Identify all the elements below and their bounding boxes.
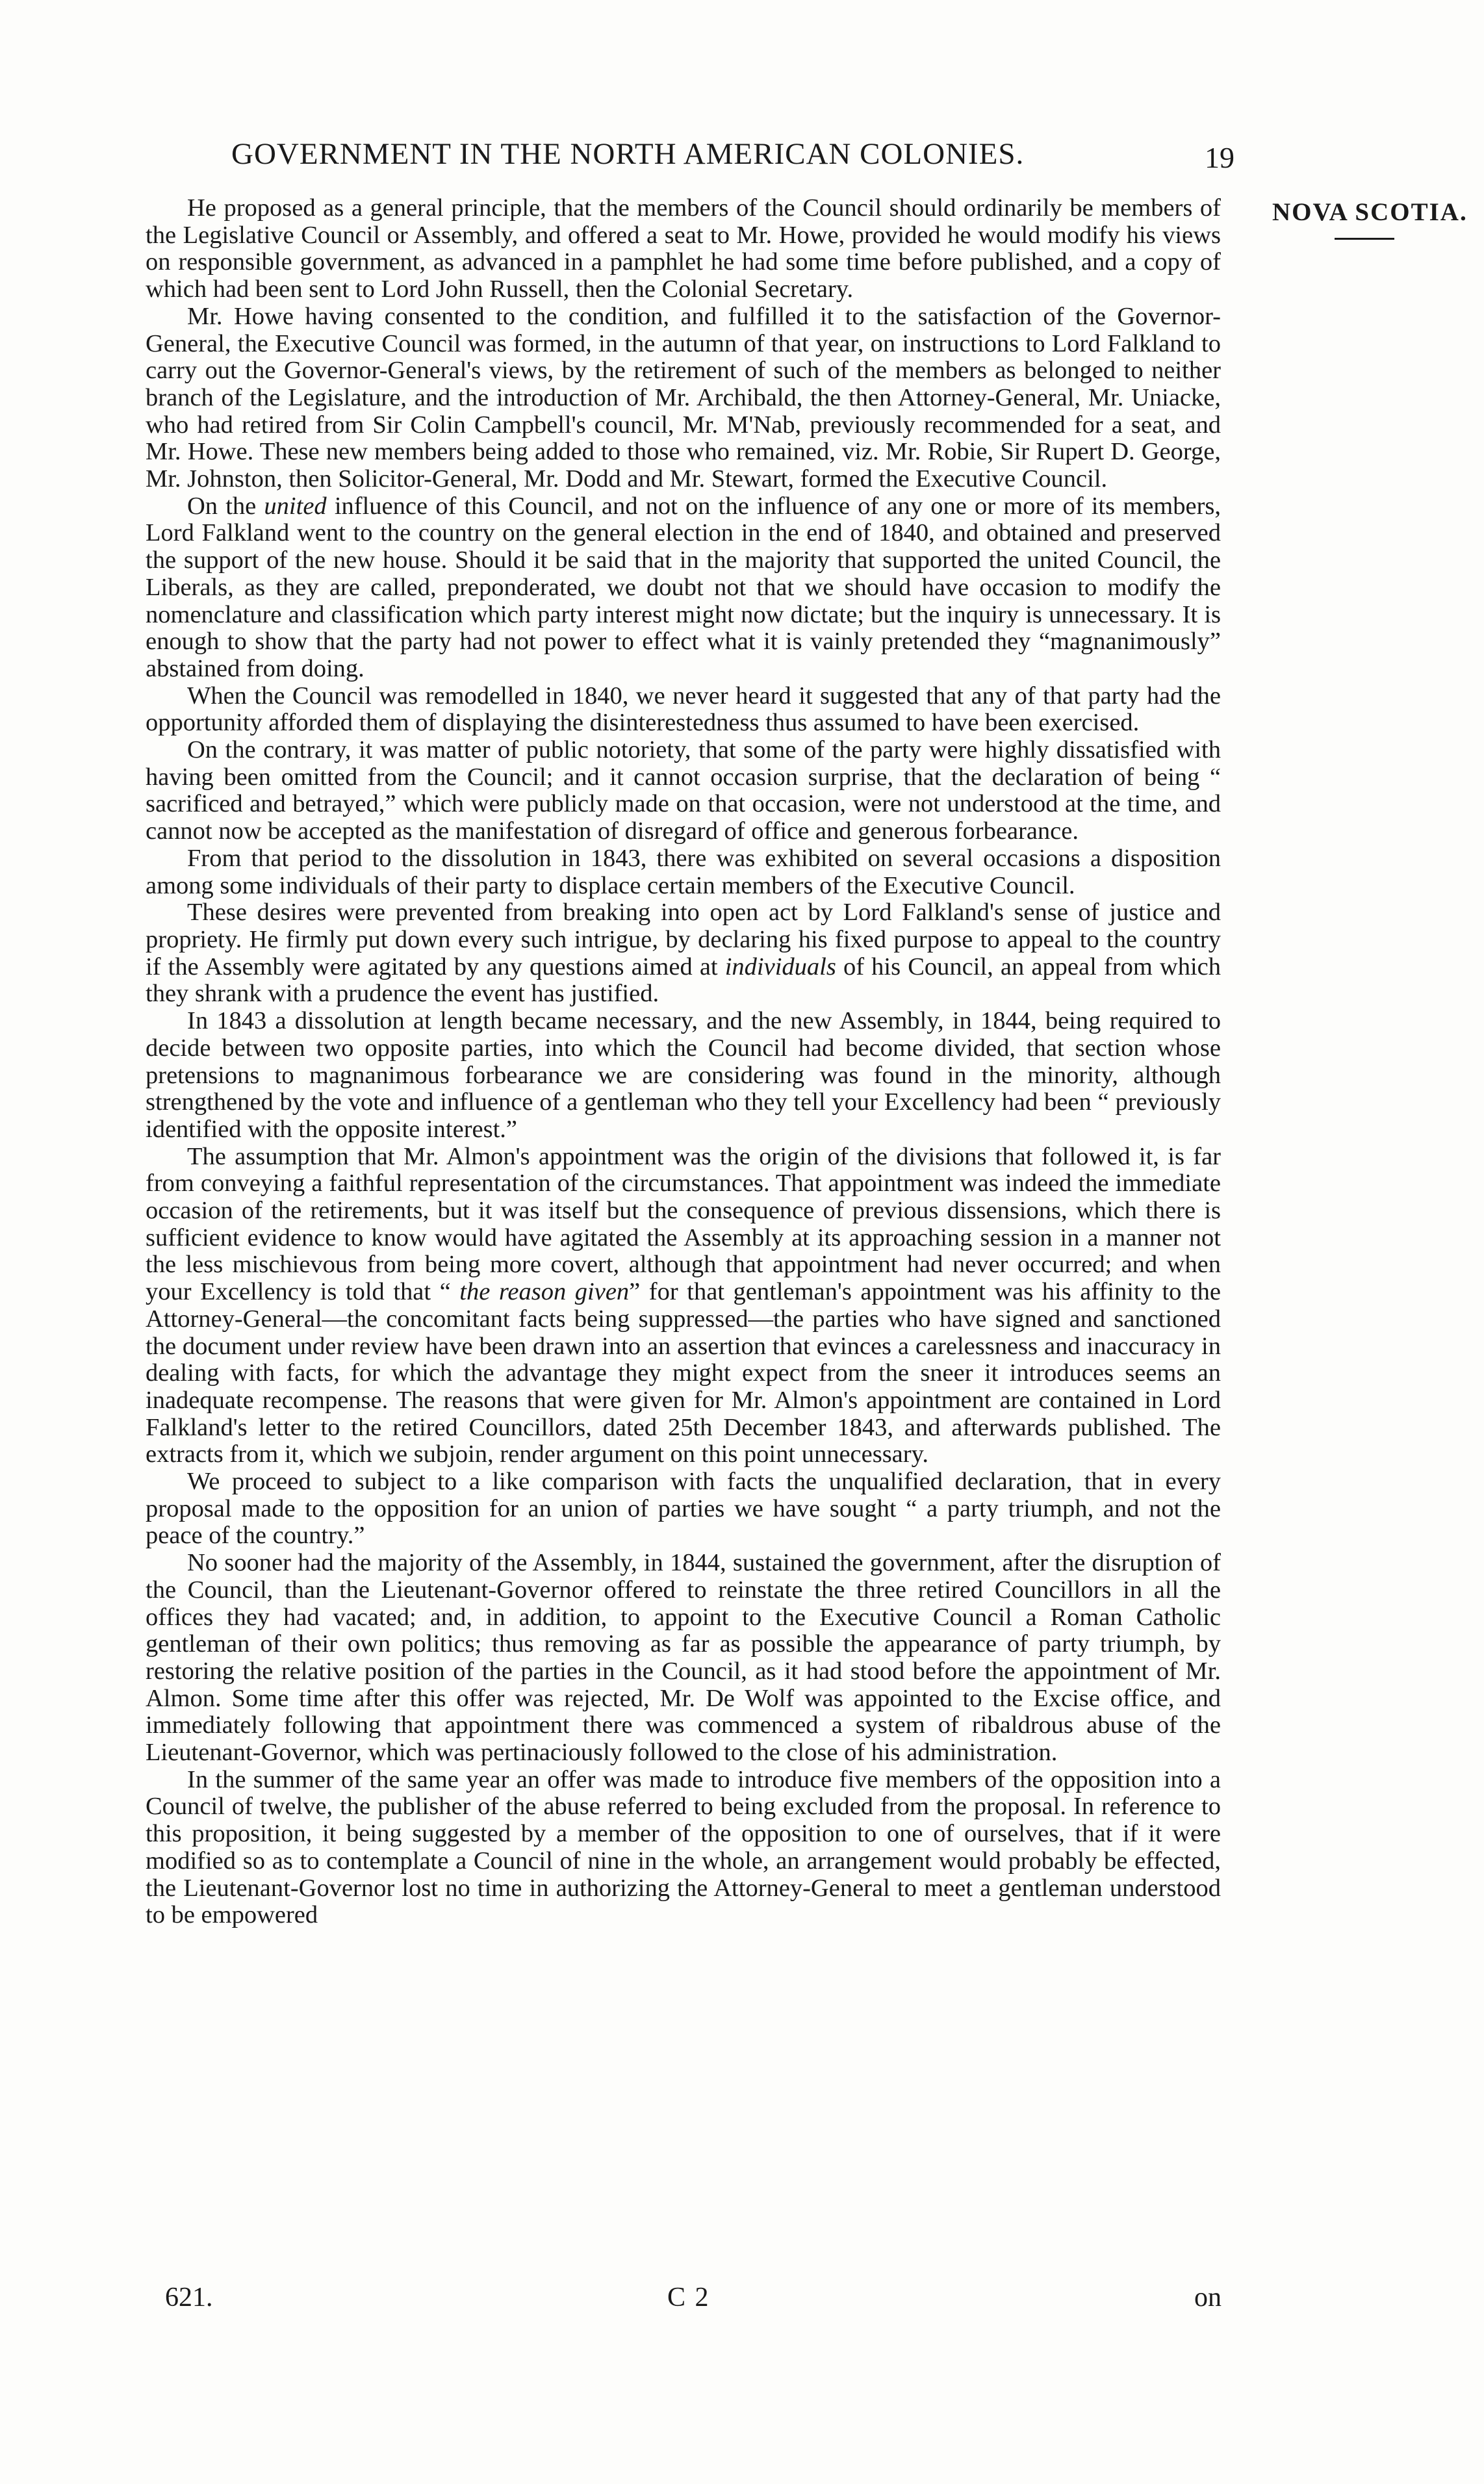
marginal-rule [1335,238,1394,240]
catchword: on [1194,2283,1222,2312]
paragraph: No sooner had the majority of the Assembly, in 1844, sustained the government, after the disruption of the Council, than the Lieutenant-Governor offered to reinstate the three retired Councillors in all the offices they had vacated; and, in addition, to appoint to the Executive Council a Roman Catholic gentleman of their own politics; thus removing as far as possible the appearance of party triumph, by restoring the relative position of the parties in the Council, as it had stood before the appointment of Mr. Almon. Some time after this offer was rejected, Mr. De Wolf was appointed to the Excise office, and immediately following that appointment there was commenced a system of ribaldrous abuse of the Lieutenant-Governor, which was pertinaciously followed to the close of his administration. [146,1549,1221,1767]
paragraph: In the summer of the same year an offer was made to introduce five members of the opposition into a Council of twelve, the publisher of the abuse referred to being excluded from the proposal. In reference to this proposition, it being suggested by a member of the opposition to one of ourselves, that if it were modified so as to contemplate a Council of nine in the whole, an arrangement would probably be effected, the Lieutenant-Governor lost no time in authorizing the Attorney-General to meet a gentleman understood to be empowered [146,1765,1221,1929]
paragraph: From that period to the dissolution in 1843, there was exhibited on several occasions a disposition among some individuals of their party to displace certain members of the Executive Council. [146,844,1221,899]
page-number: 19 [1205,141,1235,174]
paragraph: We proceed to subject to a like comparison with facts the unqualified declaration, that in every proposal made to the opposition for an union of parties we have sought “ a party triumph, and not the peace of the country.” [146,1468,1221,1550]
marginal-note: NOVA SCOTIA. [1272,198,1468,226]
running-header [221,136,1235,182]
paragraph: On the united influence of this Council, and not on the influence of any one or more of its members, Lord Falkland went to the country on the general election in the end of 1840, and obtained and preserved the support of the new house. Should it be said that in the majority that supported the united Council, the Liberals, as they are called, preponderated, we doubt not that we should have occasion to modify the nomenclature and classification which party interest might now dictate; but the inquiry is unnecessary. It is enough to show that the party had not power to effect what it is vainly pretended they “magnanimously” abstained from doing. [146,492,1221,682]
paragraph: He proposed as a general principle, that the members of the Council should ordinarily be members of the Legislative Council or Assembly, and offered a seat to Mr. Howe, provided he would modify his views on responsible government, as advanced in a pamphlet he had some time before published, and a copy of which had been sent to Lord John Russell, then the Colonial Secretary. [146,194,1221,303]
emphasis: individuals [724,953,836,980]
document-number: 621. [165,2283,213,2312]
running-title: GOVERNMENT IN THE NORTH AMERICAN COLONIES. [231,137,1025,171]
emphasis: united [264,492,327,520]
signature-mark: C 2 [667,2283,710,2312]
paragraph: These desires were prevented from breaking into open act by Lord Falkland's sense of justice and propriety. He firmly put down every such intrigue, by declaring his fixed purpose to appeal to the country if the Assembly were agitated by any questions aimed at individuals of his Council, an appeal from which they shrank with a prudence the event has justified. [146,899,1221,1008]
paragraph: When the Council was remodelled in 1840, we never heard it suggested that any of that party had the opportunity afforded them of displaying the disinterestedness thus assumed to have been exercised. [146,682,1221,737]
paragraph: In 1843 a dissolution at length became necessary, and the new Assembly, in 1844, being required to decide between two opposite parties, into which the Council had become divided, that section whose pretensions to magnanimous forbearance we are considering was found in the minority, although strengthened by the vote and influence of a gentleman who they tell your Excellency had been “ previously identified with the opposite interest.” [146,1007,1221,1143]
body-text [146,195,1221,1929]
paragraph: The assumption that Mr. Almon's appointment was the origin of the divisions that followed it, is far from conveying a faithful representation of the circumstances. That appointment was indeed the immediate occasion of the retirements, but it was itself but the consequence of previous dissensions, which there is sufficient evidence to know would have agitated the Assembly at its approaching session in a manner not the less mischievous from being more covert, although that appointment had never occurred; and when your Excellency is told that “ the reason given” for that gentleman's appointment was his affinity to the Attorney-General—the concomitant facts being suppressed—the parties who have signed and sanctioned the document under review have been drawn into an assertion that evinces a carelessness and inaccuracy in dealing with facts, for which the advantage they might expect from the sneer it introduces seems an inadequate recompense. The reasons that were given for Mr. Almon's appointment are contained in Lord Falkland's letter to the retired Councillors, dated 25th December 1843, and afterwards published. The extracts from it, which we subjoin, render argument on this point unnecessary. [146,1142,1221,1468]
paragraph: On the contrary, it was matter of public notoriety, that some of the party were highly dissatisfied with having been omitted from the Council; and it cannot occasion surprise, that the declaration of being “ sacrificed and betrayed,” which were publicly made on that occasion, were not understood at the time, and cannot now be accepted as the manifestation of disregard of office and generous forbearance. [146,736,1221,845]
emphasis: the reason given [459,1278,630,1306]
paragraph: Mr. Howe having consented to the condition, and fulfilled it to the satisfaction of the Governor-General, the Executive Council was formed, in the autumn of that year, on instructions to Lord Falkland to carry out the Governor-General's views, by the retirement of such of the members as belonged to neither branch of the Legislature, and the introduction of Mr. Archibald, the then Attorney-General, Mr. Uniacke, who had retired from Sir Colin Campbell's council, Mr. M'Nab, previously recommended for a seat, and Mr. Howe. These new members being added to those who remained, viz. Mr. Robie, Sir Rupert D. George, Mr. Johnston, then Solicitor-General, Mr. Dodd and Mr. Stewart, formed the Executive Council. [146,302,1221,493]
page-footer [156,2282,1222,2314]
